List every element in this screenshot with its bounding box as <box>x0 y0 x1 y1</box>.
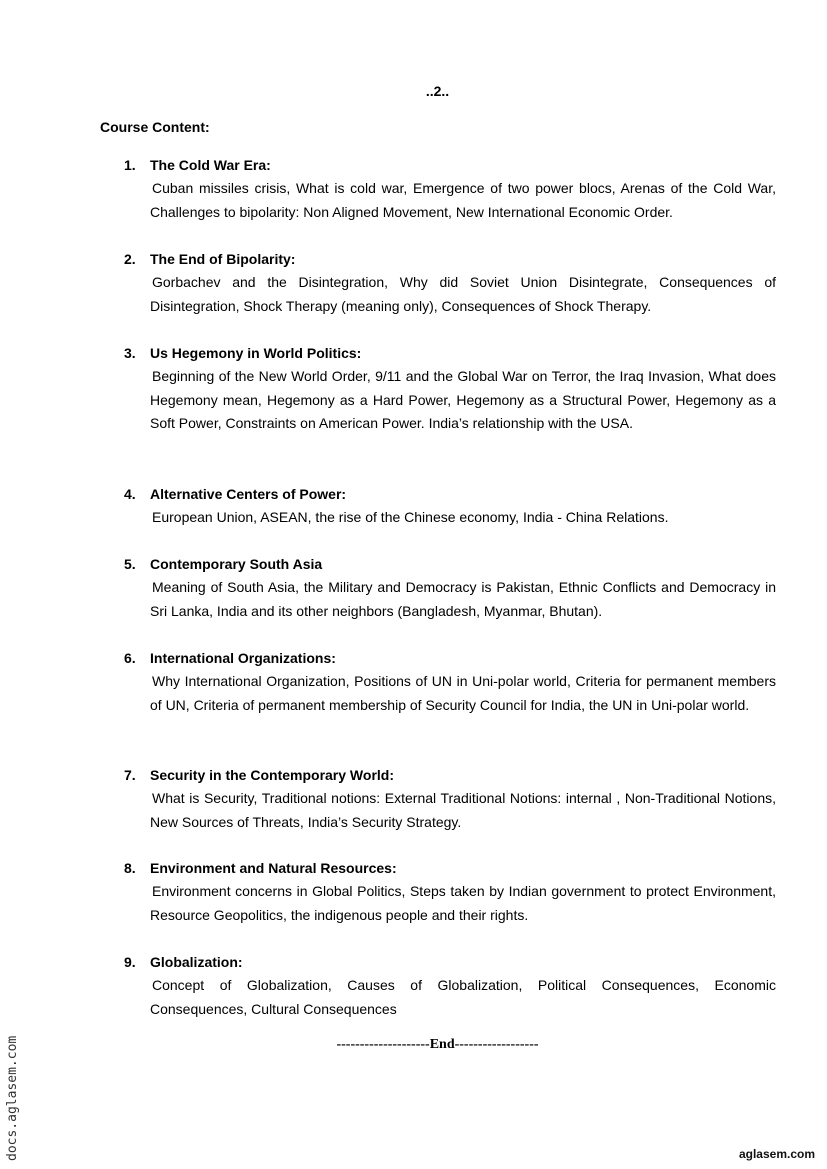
section-body: Why International Organization, Positions of UN in Uni-polar world, Criteria for permanent members of UN, Criteria of permanent membership of Security Council for India, the UN in Uni-polar world. <box>150 673 776 713</box>
section-body: Meaning of South Asia, the Military and Democracy is Pakistan, Ethnic Conflicts and Democracy in Sri Lanka, India and its other neighbors (Bangladesh, Myanmar, Bhutan). <box>150 579 776 619</box>
section-title: 1. The Cold War Era: <box>124 157 271 173</box>
corner-watermark: aglasem.com <box>738 1147 815 1161</box>
section-title: 6. International Organizations: <box>124 650 336 666</box>
section-cold-war-era <box>124 154 776 224</box>
course-content-heading: Course Content: <box>100 119 210 135</box>
section-body: Concept of Globalization, Causes of Globalization, Political Consequences, Economic Consequences, Cultural Consequences <box>150 977 776 1017</box>
end-marker: --------------------End------------------ <box>336 1037 539 1052</box>
section-globalization <box>124 951 776 1021</box>
section-end-of-bipolarity <box>124 248 776 318</box>
section-title: 8. Environment and Natural Resources: <box>124 860 397 876</box>
section-us-hegemony <box>124 342 776 436</box>
section-title: 7. Security in the Contemporary World: <box>124 767 394 783</box>
section-body: Environment concerns in Global Politics, Steps taken by Indian government to protect Environment, Resource Geopolitics, the indigenous people and their rights. <box>150 883 776 923</box>
section-title: 3. Us Hegemony in World Politics: <box>124 345 362 361</box>
section-alternative-centers <box>124 483 776 530</box>
section-international-organizations <box>124 647 776 717</box>
section-body: Gorbachev and the Disintegration, Why did Soviet Union Disintegrate, Consequences of Disintegration, Shock Therapy (meaning only), Consequences of Shock Therapy. <box>150 274 776 314</box>
section-body: Cuban missiles crisis, What is cold war, Emergence of two power blocs, Arenas of the Cold War, Challenges to bipolarity: Non Aligned Movement, New International Economic Order. <box>150 180 776 220</box>
page-number: ..2.. <box>425 83 450 99</box>
section-south-asia <box>124 553 776 623</box>
section-body: Beginning of the New World Order, 9/11 and the Global War on Terror, the Iraq Invasion, What does Hegemony mean, Hegemony as a Hard Power, Hegemony as a Structural Power, Hegemony as a Soft Power, Constraints on American Power. India’s relationship with the USA. <box>150 368 776 431</box>
side-watermark: docs.aglasem.com <box>5 1035 20 1161</box>
section-title: 5. Contemporary South Asia <box>124 556 323 572</box>
section-body: What is Security, Traditional notions: External Traditional Notions: internal , Non-Traditional Notions, New Sources of Threats, India’s Security Strategy. <box>150 790 776 830</box>
section-title: 4. Alternative Centers of Power: <box>124 486 347 502</box>
section-environment <box>124 857 776 927</box>
section-security <box>124 764 776 834</box>
section-title: 2. The End of Bipolarity: <box>124 251 296 267</box>
section-body: European Union, ASEAN, the rise of the Chinese economy, India - China Relations. <box>152 509 669 525</box>
section-title: 9. Globalization: <box>124 954 243 970</box>
